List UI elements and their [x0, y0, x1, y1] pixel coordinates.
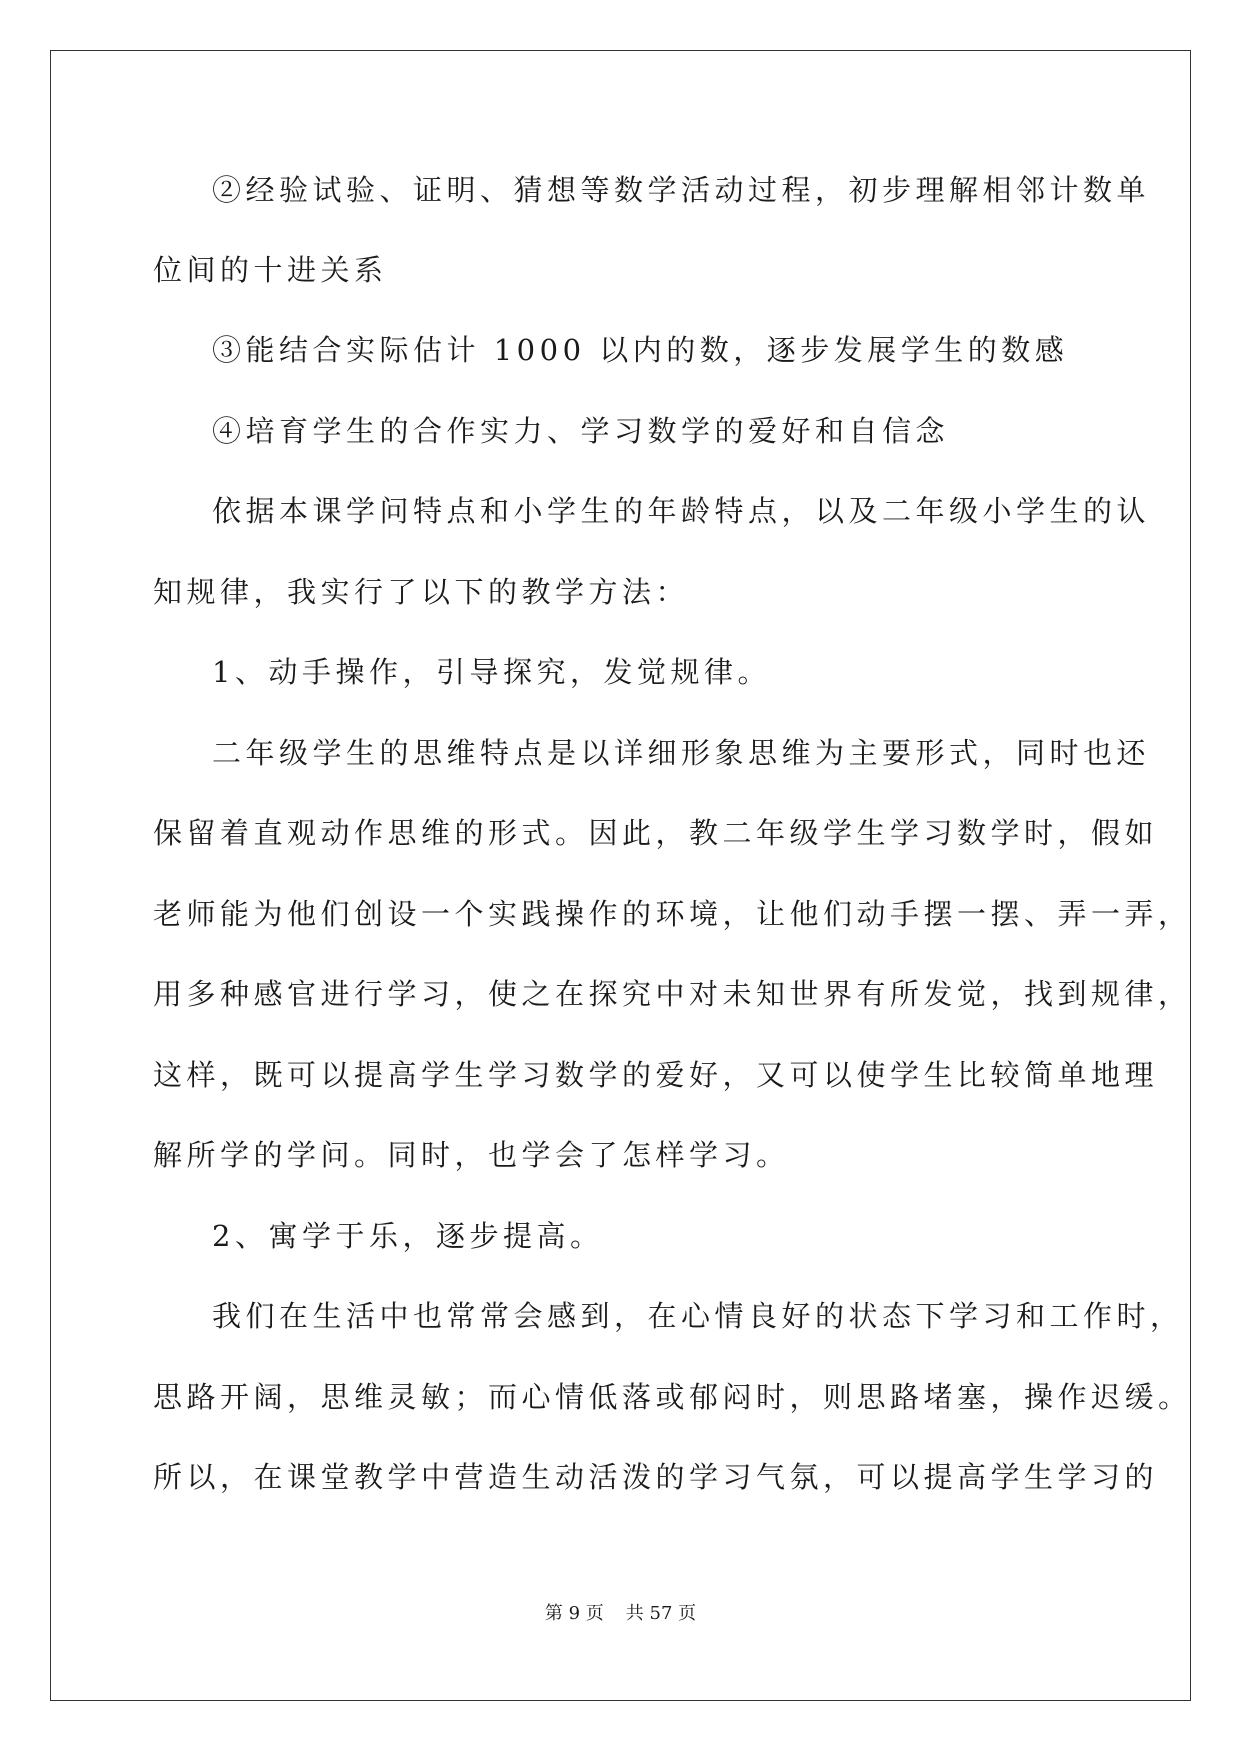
text-line: 1、动手操作，引导探究，发觉规律。 [212, 655, 771, 689]
page-footer [0, 1602, 1241, 1626]
text-line: ②经验试验、证明、猜想等数学活动过程，初步理解相邻计数单 [212, 173, 1151, 207]
text-line: 思路开阔，思维灵敏；而心情低落或郁闷时，则思路堵塞，操作迟缓。 [153, 1380, 1192, 1414]
page-number: 第 9 页 [544, 1603, 604, 1624]
text-line: 解所学的学问。同时，也学会了怎样学习。 [153, 1138, 790, 1172]
text-line: 依据本课学问特点和小学生的年龄特点，以及二年级小学生的认 [212, 494, 1151, 528]
text-line: 二年级学生的思维特点是以详细形象思维为主要形式，同时也还 [212, 736, 1151, 770]
text-line: ③能结合实际估计 1000 以内的数，逐步发展学生的数感 [212, 333, 1069, 367]
text-line: 2、寓学于乐，逐步提高。 [212, 1219, 604, 1253]
text-line: 位间的十进关系 [153, 253, 388, 287]
text-line: 所以，在课堂教学中营造生动活泼的学习气氛，可以提高学生学习的 [153, 1460, 1159, 1494]
text-line: ④培育学生的合作实力、学习数学的爱好和自信念 [212, 414, 950, 448]
text-line: 我们在生活中也常常会感到，在心情良好的状态下学习和工作时， [212, 1299, 1184, 1333]
text-line: 保留着直观动作思维的形式。因此，教二年级学生学习数学时，假如 [153, 816, 1159, 850]
text-line: 知规律，我实行了以下的教学方法： [153, 575, 690, 609]
page-total: 共 57 页 [625, 1603, 697, 1624]
text-line: 用多种感官进行学习，使之在探究中对未知世界有所发觉，找到规律， [153, 977, 1192, 1011]
text-line: 老师能为他们创设一个实践操作的环境，让他们动手摆一摆、弄一弄， [153, 897, 1192, 931]
page-border [50, 50, 1191, 1701]
text-line: 这样，既可以提高学生学习数学的爱好，又可以使学生比较简单地理 [153, 1058, 1159, 1092]
